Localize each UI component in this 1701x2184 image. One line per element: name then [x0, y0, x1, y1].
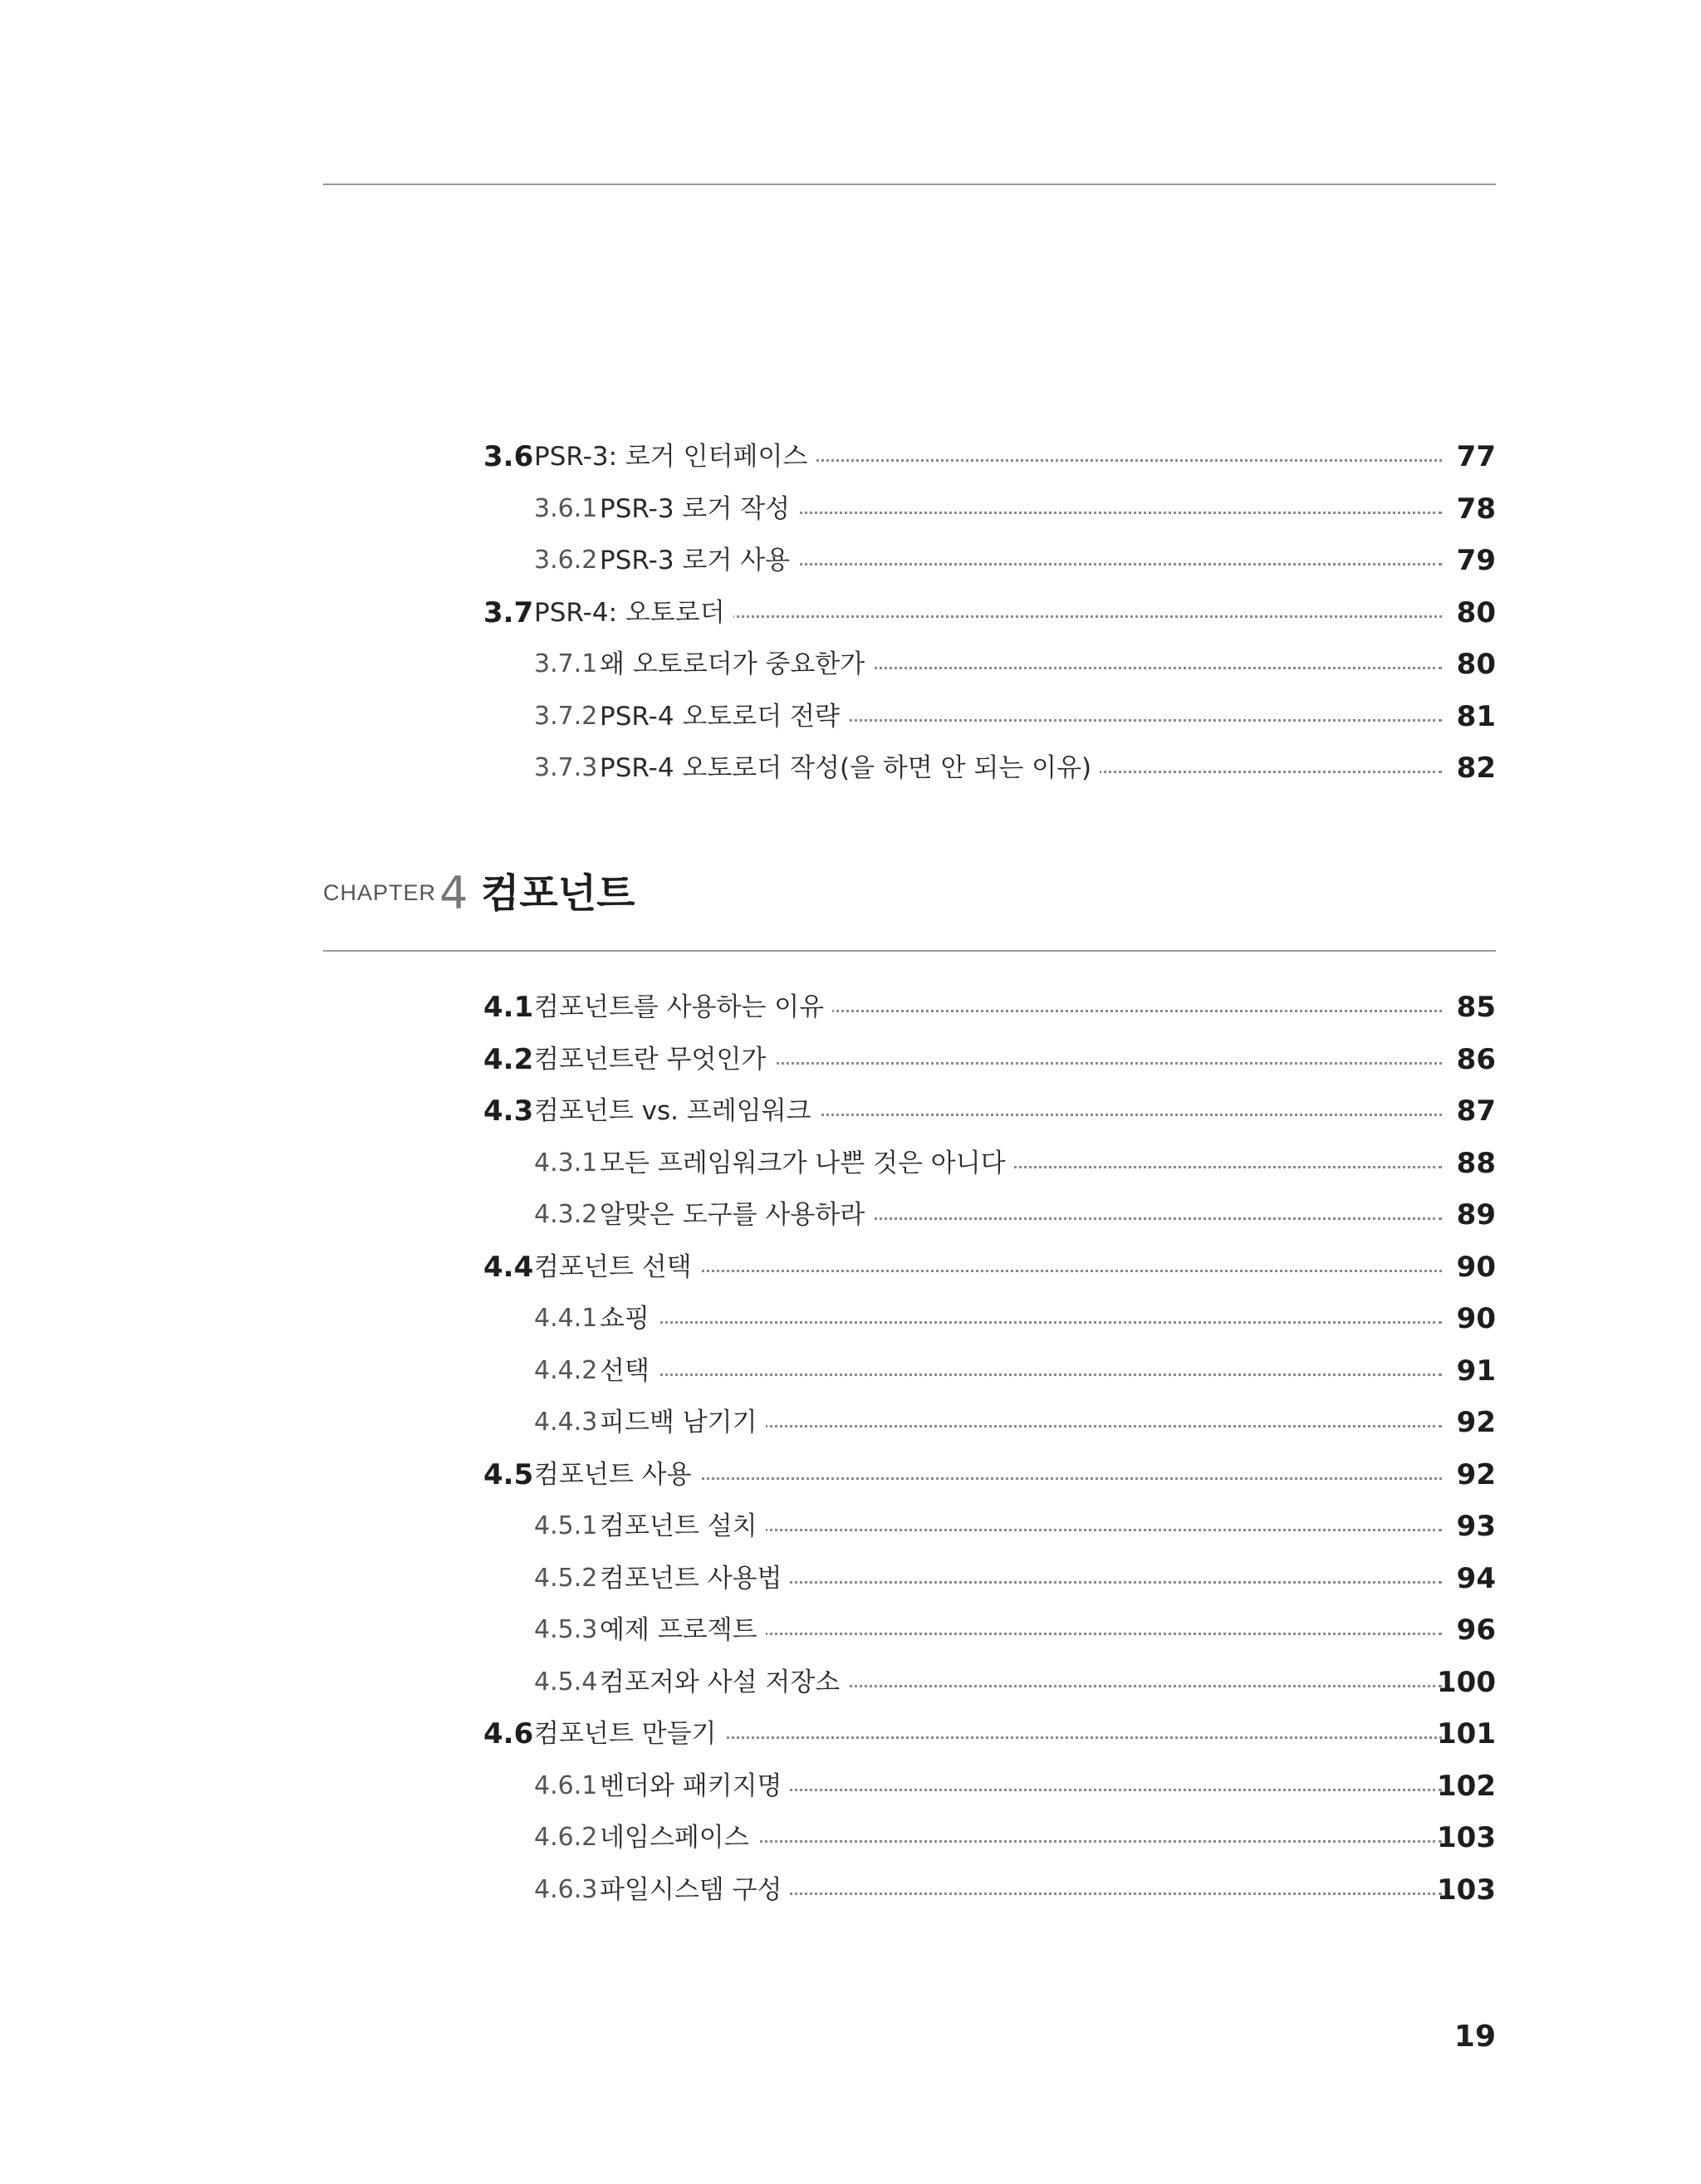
toc-entry — [0, 1189, 1701, 1241]
chapter-rule — [323, 950, 1496, 952]
toc-entry-page: 94 — [1456, 1561, 1496, 1595]
toc-entry-number: 4.6.2 — [534, 1823, 598, 1852]
toc-entry-title: PSR-3 로거 작성 — [600, 483, 798, 535]
toc-entry-number: 4.1 — [483, 991, 534, 1024]
toc-entry-number: 4.4.3 — [534, 1408, 598, 1437]
toc-entry — [0, 691, 1701, 742]
toc-entry-number: 3.7.2 — [534, 701, 598, 731]
toc-entry-page: 103 — [1437, 1873, 1496, 1907]
toc-entry-number: 4.5.3 — [534, 1615, 598, 1644]
chapter-label: CHAPTER — [323, 880, 437, 905]
page-number: 19 — [1453, 2020, 1496, 2054]
toc-entry — [0, 742, 1701, 794]
toc-entry-page: 90 — [1456, 1302, 1496, 1335]
toc-entry-page: 92 — [1456, 1406, 1496, 1439]
toc-entry-page: 88 — [1456, 1146, 1496, 1180]
toc-entry-title: PSR-4 오토로더 전략 — [600, 691, 848, 742]
toc-entry-page: 90 — [1456, 1250, 1496, 1284]
toc-entry — [0, 982, 1701, 1033]
toc-entry — [0, 1501, 1701, 1552]
toc-entry — [0, 1397, 1701, 1448]
toc-entry-number: 4.4 — [483, 1250, 534, 1284]
toc-entry — [0, 1034, 1701, 1085]
toc-entry-page: 96 — [1456, 1614, 1496, 1647]
toc-entry-page: 100 — [1437, 1665, 1496, 1699]
toc-entry-title: 모든 프레임워크가 나쁜 것은 아니다 — [600, 1138, 1014, 1189]
toc-entry-title: 컴포넌트 사용 — [534, 1449, 700, 1501]
toc-entry-title: 예제 프로젝트 — [600, 1604, 766, 1656]
toc-entry-title: PSR-4 오토로더 작성(을 하면 안 되는 이유) — [600, 742, 1100, 794]
toc-entry-title: 쇼핑 — [600, 1293, 658, 1344]
toc-entry-number: 4.3 — [483, 1094, 534, 1128]
toc-entry-title: 컴포넌트를 사용하는 이유 — [534, 982, 832, 1033]
toc-entry-page: 80 — [1456, 595, 1496, 629]
toc-entry-title: PSR-3: 로거 인터페이스 — [534, 431, 816, 482]
toc-entry-number: 4.6 — [483, 1717, 534, 1751]
toc-entry — [0, 1085, 1701, 1137]
toc-entry-number: 4.2 — [483, 1042, 534, 1076]
toc-entry-number: 4.6.3 — [534, 1874, 598, 1904]
toc-entry-title: 파일시스템 구성 — [600, 1864, 790, 1916]
toc-entry-number: 4.4.2 — [534, 1355, 598, 1385]
toc-entry-page: 92 — [1456, 1457, 1496, 1491]
toc-entry-number: 3.6.2 — [534, 546, 598, 575]
toc-entry-title: 컴포넌트 만들기 — [534, 1708, 724, 1760]
toc-entry — [0, 1760, 1701, 1812]
toc-entry-page: 79 — [1456, 544, 1496, 577]
toc-entry — [0, 587, 1701, 639]
toc-entry-page: 103 — [1437, 1821, 1496, 1854]
toc-entry-title: 알맞은 도구를 사용하라 — [600, 1189, 873, 1241]
toc-entry-number: 4.5.2 — [534, 1563, 598, 1593]
toc-entry — [0, 1553, 1701, 1604]
chapter-title: 컴포넌트 — [481, 870, 635, 917]
toc-entry-number: 4.5.1 — [534, 1511, 598, 1540]
toc-entry-title: 컴포저와 사설 저장소 — [600, 1657, 848, 1708]
toc-entry — [0, 1812, 1701, 1863]
toc-entry-number: 4.3.2 — [534, 1200, 598, 1229]
toc-entry-page: 77 — [1456, 440, 1496, 473]
toc-entry-page: 80 — [1456, 648, 1496, 681]
toc-entry — [0, 1449, 1701, 1501]
toc-entry — [0, 1864, 1701, 1916]
toc-entry-title: 컴포넌트 선택 — [534, 1241, 700, 1293]
toc-entry-number: 4.6.1 — [534, 1770, 598, 1800]
chapter-number: 4 — [439, 867, 468, 919]
toc-entry — [0, 1345, 1701, 1397]
toc-entry-title: 벤더와 패키지명 — [600, 1760, 790, 1812]
toc-entry-page: 87 — [1456, 1094, 1496, 1128]
toc-entry-title: 선택 — [600, 1345, 658, 1397]
top-rule — [323, 184, 1496, 185]
toc-entry — [0, 1138, 1701, 1189]
toc-entry — [0, 1657, 1701, 1708]
toc-entry-number: 3.6.1 — [534, 493, 598, 523]
toc-entry-number: 4.3.1 — [534, 1148, 598, 1178]
toc-entry — [0, 1241, 1701, 1293]
toc-entry-page: 89 — [1456, 1198, 1496, 1232]
toc-entry-page: 101 — [1437, 1717, 1496, 1751]
toc-entry-title: 피드백 남기기 — [600, 1397, 766, 1448]
dot-leader — [615, 1370, 1442, 1376]
toc-entry-page: 82 — [1456, 752, 1496, 785]
toc-entry-number: 3.7.1 — [534, 649, 598, 678]
toc-entry — [0, 483, 1701, 535]
toc-entry-title: PSR-4: 오토로더 — [534, 587, 733, 639]
toc-entry-title: 컴포넌트 사용법 — [600, 1553, 790, 1604]
toc-entry-page: 93 — [1456, 1510, 1496, 1543]
toc-entry-title: 컴포넌트 설치 — [600, 1501, 766, 1552]
toc-entry-page: 91 — [1456, 1354, 1496, 1388]
toc-entry — [0, 1708, 1701, 1760]
toc-entry-title: 컴포넌트란 무엇인가 — [534, 1034, 774, 1085]
toc-entry-page: 102 — [1437, 1769, 1496, 1803]
toc-entry-page: 81 — [1456, 699, 1496, 733]
toc-entry-number: 3.7.3 — [534, 753, 598, 782]
toc-entry — [0, 639, 1701, 690]
toc-entry-title: 왜 오토로더가 중요한가 — [600, 639, 873, 690]
toc-entry-title: PSR-3 로거 사용 — [600, 535, 798, 586]
toc-entry-title: 네임스페이스 — [600, 1812, 757, 1863]
toc-entry-number: 3.7 — [483, 595, 534, 629]
toc-entry-page: 86 — [1456, 1042, 1496, 1076]
toc-entry-number: 3.6 — [483, 440, 534, 473]
toc-entry-page: 85 — [1456, 991, 1496, 1024]
dot-leader — [615, 1318, 1442, 1324]
toc-entry-number: 4.5 — [483, 1457, 534, 1491]
toc-entry-number: 4.4.1 — [534, 1304, 598, 1333]
toc-entry — [0, 431, 1701, 482]
toc-entry-title: 컴포넌트 vs. 프레임워크 — [534, 1085, 820, 1137]
toc-entry — [0, 1293, 1701, 1344]
toc-entry-number: 4.5.4 — [534, 1667, 598, 1697]
toc-entry-page: 78 — [1456, 492, 1496, 526]
toc-entry — [0, 535, 1701, 586]
toc-entry — [0, 1604, 1701, 1656]
